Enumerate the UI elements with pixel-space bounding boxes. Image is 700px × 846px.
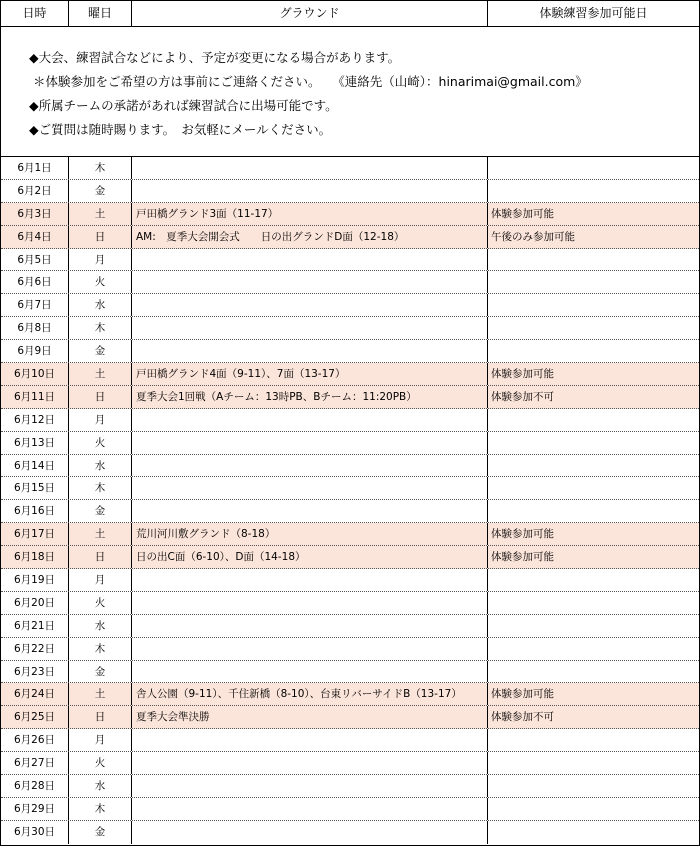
row-ground	[132, 294, 488, 316]
row-trial	[488, 157, 699, 179]
table-row	[1, 226, 699, 249]
row-ground	[132, 340, 488, 362]
row-trial	[488, 455, 699, 477]
row-date: 6月18日	[1, 546, 69, 568]
row-date: 6月2日	[1, 180, 69, 202]
row-weekday: 日	[69, 546, 132, 568]
row-ground	[132, 775, 488, 797]
row-weekday: 土	[69, 203, 132, 225]
row-ground	[132, 180, 488, 202]
row-date: 6月11日	[1, 386, 69, 408]
row-date: 6月29日	[1, 798, 69, 820]
row-weekday: 火	[69, 752, 132, 774]
table-row	[1, 363, 699, 386]
row-ground: 夏季大会準決勝	[132, 706, 488, 728]
row-ground	[132, 271, 488, 293]
row-trial: 体験参加可能	[491, 207, 554, 220]
table-row	[1, 249, 699, 272]
row-trial	[488, 500, 699, 522]
row-weekday: 金	[69, 340, 132, 362]
row-weekday: 火	[69, 271, 132, 293]
row-ground	[132, 455, 488, 477]
row-weekday: 金	[69, 500, 132, 522]
row-weekday: 水	[69, 615, 132, 637]
row-date: 6月4日	[1, 226, 69, 248]
row-trial	[488, 729, 699, 751]
row-ground	[132, 477, 488, 499]
header-trial: 体験練習参加可能日	[539, 6, 648, 20]
row-weekday: 土	[69, 363, 132, 385]
table-row	[1, 317, 699, 340]
row-trial: 体験参加可能	[491, 688, 554, 701]
row-ground	[132, 729, 488, 751]
table-row	[1, 500, 699, 523]
table-row	[1, 546, 699, 569]
row-trial	[488, 271, 699, 293]
table-row	[1, 615, 699, 638]
row-weekday: 木	[69, 317, 132, 339]
table-row	[1, 432, 699, 455]
row-weekday: 木	[69, 638, 132, 660]
row-weekday: 月	[69, 249, 132, 271]
row-trial	[488, 798, 699, 820]
schedule-rows	[1, 157, 699, 844]
row-trial: 体験参加可能	[491, 528, 554, 541]
row-weekday: 金	[69, 180, 132, 202]
row-date: 6月17日	[1, 523, 69, 545]
row-ground	[132, 821, 488, 844]
row-date: 6月10日	[1, 363, 69, 385]
row-ground	[132, 432, 488, 454]
row-trial	[488, 340, 699, 362]
row-ground	[132, 249, 488, 271]
row-weekday: 土	[69, 683, 132, 705]
row-ground	[132, 615, 488, 637]
row-trial: 体験参加可能	[491, 368, 554, 381]
table-row	[1, 340, 699, 363]
row-ground	[132, 500, 488, 522]
row-date: 6月13日	[1, 432, 69, 454]
table-row	[1, 523, 699, 546]
table-row	[1, 661, 699, 684]
row-date: 6月27日	[1, 752, 69, 774]
row-ground	[132, 661, 488, 683]
row-date: 6月3日	[1, 203, 69, 225]
table-row	[1, 386, 699, 409]
table-row	[1, 180, 699, 203]
row-weekday: 日	[69, 706, 132, 728]
row-ground	[132, 798, 488, 820]
row-weekday: 日	[69, 226, 132, 248]
table-row	[1, 752, 699, 775]
row-ground	[132, 592, 488, 614]
row-weekday: 水	[69, 294, 132, 316]
table-row	[1, 271, 699, 294]
row-weekday: 日	[69, 386, 132, 408]
contact-email: 《連絡先（山崎）：hinarimai@gmail.com》	[338, 74, 588, 89]
table-row	[1, 569, 699, 592]
table-header	[1, 1, 699, 27]
row-date: 6月26日	[1, 729, 69, 751]
note-team-permission: ◆所属チームの承諾があれば練習試合に出場可能です。	[29, 98, 338, 113]
row-date: 6月19日	[1, 569, 69, 591]
row-ground: 日の出C面（6-10）、D面（14-18）	[132, 546, 488, 568]
table-row	[1, 683, 699, 706]
row-ground: 夏季大会1回戦（Aチーム：13時PB、Bチーム：11:20PB）	[132, 386, 488, 408]
table-row	[1, 294, 699, 317]
row-date: 6月12日	[1, 409, 69, 431]
table-row	[1, 775, 699, 798]
table-row	[1, 477, 699, 500]
row-ground	[132, 317, 488, 339]
row-trial	[488, 821, 699, 844]
row-ground	[132, 569, 488, 591]
row-date: 6月8日	[1, 317, 69, 339]
header-ground: グラウンド	[132, 1, 488, 26]
row-trial	[488, 249, 699, 271]
row-trial	[488, 294, 699, 316]
row-weekday: 金	[69, 821, 132, 844]
row-ground: 舎人公園（9-11）、千住新橋（8-10）、台東リバーサイドB（13-17）	[132, 683, 488, 705]
row-ground: AM: 夏季大会開会式 日の出グランドD面（12-18）	[132, 226, 488, 248]
row-ground	[132, 409, 488, 431]
row-trial	[488, 432, 699, 454]
row-ground: 荒川河川敷グランド（8-18）	[132, 523, 488, 545]
table-row	[1, 157, 699, 180]
row-trial	[488, 752, 699, 774]
row-trial: 体験参加可能	[491, 551, 554, 564]
row-ground	[132, 157, 488, 179]
table-row	[1, 455, 699, 478]
row-trial	[488, 592, 699, 614]
row-date: 6月14日	[1, 455, 69, 477]
note-questions: ◆ご質問は随時賜ります。 お気軽にメールください。	[29, 122, 332, 137]
row-weekday: 木	[69, 477, 132, 499]
row-date: 6月22日	[1, 638, 69, 660]
row-trial	[488, 409, 699, 431]
row-date: 6月20日	[1, 592, 69, 614]
table-row	[1, 821, 699, 844]
table-row	[1, 409, 699, 432]
row-weekday: 金	[69, 661, 132, 683]
row-trial: 体験参加不可	[491, 711, 554, 724]
row-trial	[488, 638, 699, 660]
row-trial: 午後のみ参加可能	[491, 230, 575, 243]
table-row	[1, 729, 699, 752]
row-weekday: 月	[69, 729, 132, 751]
row-trial	[488, 615, 699, 637]
row-date: 6月21日	[1, 615, 69, 637]
row-weekday: 火	[69, 432, 132, 454]
row-weekday: 火	[69, 592, 132, 614]
row-weekday: 水	[69, 775, 132, 797]
table-row	[1, 592, 699, 615]
row-date: 6月1日	[1, 157, 69, 179]
header-weekday: 曜日	[69, 1, 132, 26]
row-trial	[488, 569, 699, 591]
table-row	[1, 638, 699, 661]
row-date: 6月7日	[1, 294, 69, 316]
row-trial	[488, 317, 699, 339]
row-date: 6月6日	[1, 271, 69, 293]
row-date: 6月23日	[1, 661, 69, 683]
row-trial	[488, 180, 699, 202]
row-date: 6月30日	[1, 821, 69, 844]
row-weekday: 月	[69, 409, 132, 431]
row-trial	[488, 477, 699, 499]
table-row	[1, 798, 699, 821]
row-date: 6月25日	[1, 706, 69, 728]
row-ground: 戸田橋グランド4面（9-11）、7面（13-17）	[132, 363, 488, 385]
row-date: 6月9日	[1, 340, 69, 362]
row-trial: 体験参加不可	[491, 390, 554, 403]
row-date: 6月16日	[1, 500, 69, 522]
notes-block	[1, 27, 699, 157]
row-trial	[488, 775, 699, 797]
note-trial-contact	[1, 70, 699, 94]
row-date: 6月15日	[1, 477, 69, 499]
row-date: 6月24日	[1, 683, 69, 705]
table-row	[1, 706, 699, 729]
note-schedule-change: ◆大会、練習試合などにより、予定が変更になる場合があります。	[29, 50, 401, 65]
header-date: 日時	[1, 1, 69, 26]
row-ground: 戸田橋グランド3面（11-17）	[132, 203, 488, 225]
row-weekday: 木	[69, 157, 132, 179]
note-trial-text: ＊体験参加をご希望の方は事前にご連絡ください。	[33, 74, 321, 89]
row-trial	[488, 661, 699, 683]
table-row	[1, 203, 699, 226]
row-date: 6月28日	[1, 775, 69, 797]
row-ground	[132, 638, 488, 660]
row-ground	[132, 752, 488, 774]
row-weekday: 水	[69, 455, 132, 477]
row-weekday: 土	[69, 523, 132, 545]
row-weekday: 月	[69, 569, 132, 591]
row-weekday: 木	[69, 798, 132, 820]
row-date: 6月5日	[1, 249, 69, 271]
